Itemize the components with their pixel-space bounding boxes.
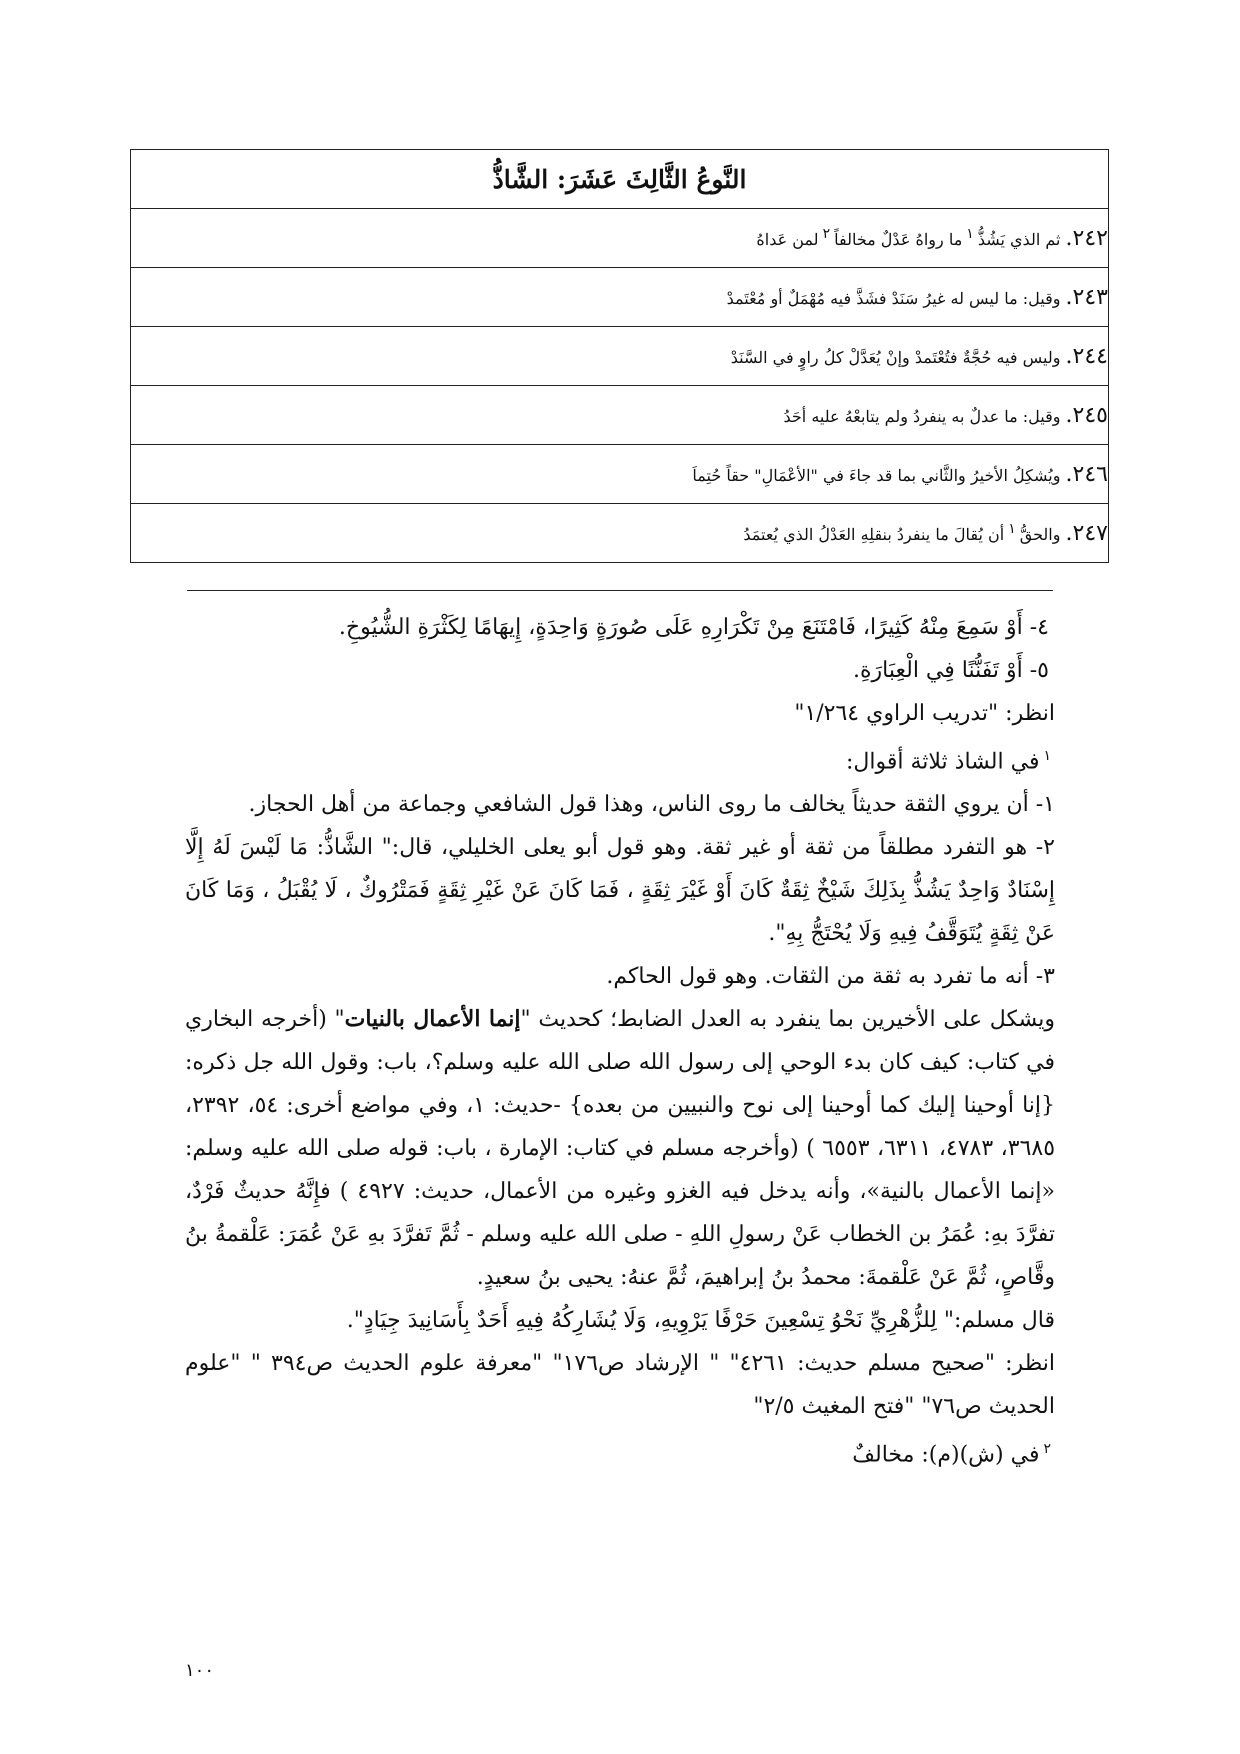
verse-row <box>131 386 1109 445</box>
footnote-line: ويشكل على الأخيرين بما ينفرد به العدل الضابط؛ كحديث "إنما الأعمال بالنيات" (أخرجه البخاري في كتاب: كيف كان بدء الوحي إلى رسول الله صلى الله عليه وسلم؟، باب: وقول الله جل ذكره: {إنا أوحينا إليك كما أوحينا إلى نوح والنبيين من بعده} -حديث: ١، وفي مواضع أخرى: ٥٤، ٢٣٩٢، ٣٦٨٥، ٤٧٨٣، ٦٣١١، ٦٥٥٣ ) (وأخرجه مسلم في كتاب: الإمارة ، باب: قوله صلى الله عليه وسلم: «إنما الأعمال بالنية»، وأنه يدخل فيه الغزو وغيره من الأعمال، حديث: ٤٩٢٧ ) فإِنَّهُ حديثٌ فَرْدٌ، تفرَّدَ بهِ: عُمَرُ بن الخطاب عَنْ رسولِ اللهِ - صلى الله عليه وسلم - ثُمَّ تَفرَّدَ بهِ عَنْ عُمَرَ: عَلْقمةُ بنُ وقَّاصٍ، ثُمَّ عَنْ عَلْقمةَ: محمدُ بنُ إبراهيمَ، ثُمَّ عنهُ: يحيى بنُ سعيدٍ. <box>185 1006 1056 1291</box>
verse-number: ٢٤٤. <box>1065 343 1108 369</box>
footnote-marker: ١ <box>1043 748 1051 764</box>
verse-row <box>131 209 1109 268</box>
footnotes <box>185 606 1055 1477</box>
footnote-line: ٥- أَوْ تَفَنُّنًا فِي الْعِبَارَةِ. <box>853 658 1049 683</box>
verse-first-hemistich: وقيل: ما ليس له غيرُ سَنَدْ <box>891 288 1061 308</box>
footnote-line: قال مسلم:" لِلزُّهْرِيِّ نَحْوُ تِسْعِينَ حَرْفًا يَرْوِيهِ، وَلَا يُشَارِكُهُ فِيهِ أَحَدٌ بِأَسَانِيدَ جِيَادٍ". <box>346 1308 1055 1334</box>
verse-number: ٢٤٢. <box>1065 225 1108 251</box>
verse-second-hemistich: ولم يتابعْهُ عليه أحَدُ <box>783 406 908 426</box>
verse-row <box>131 445 1109 504</box>
verse-number: ٢٤٧. <box>1065 520 1108 546</box>
verse-first-hemistich: ثم الذي يَشُذُّ١ما رواهُ <box>915 226 1061 249</box>
verse-number: ٢٤٣. <box>1065 284 1108 310</box>
verse-second-hemistich: وإنْ يُعَدَّلْ كلُ راوٍ في السَّنَدْ <box>730 347 910 367</box>
footnote-line: انظر: "تدريب الراوي ١/٢٦٤" <box>794 701 1055 726</box>
footnote-ref: ١ <box>1008 521 1016 538</box>
verse-first-hemistich: وقيل: ما عدلٌ به ينفردُ <box>913 406 1061 426</box>
footnote-line: ٢- هو التفرد مطلقاً من ثقة أو غير ثقة. وهو قول أبو يعلى الخليلي، قال:" الشَّاذُّ: مَا لَيْسَ لَهُ إِلَّا إِسْنَادٌ وَاحِدٌ يَشُذُّ بِذَلِكَ شَيْخٌ ثِقَةٌ كَانَ أَوْ غَيْرَ ثِقَةٍ ، فَمَا كَانَ عَنْ غَيْرِ ثِقَةٍ فَمَتْرُوكٌ ، لَا يُقْبَلُ ، وَمَا كَانَ عَنْ ثِقَةٍ يُتَوَقَّفُ فِيهِ وَلَا يُحْتَجُّ بِهِ". <box>185 835 1055 947</box>
page-number: ١٠٠ <box>185 1660 215 1681</box>
footnote-ref: ٢ <box>822 226 831 243</box>
verse-first-hemistich: ويُشكِلُ الأخيرُ والثَّاني بما <box>897 465 1061 485</box>
footnote-ref: ١ <box>966 226 974 243</box>
verse-first-hemistich: وليس فيه حُجَّةٌ فتُعْتَمدْ <box>914 347 1061 367</box>
footnote-line: انظر: "صحيح مسلم حديث: ٤٢٦١" " الإرشاد ص١٧٦" "معرفة علوم الحديث ص٣٩٤ " "علوم الحديث ص٧٦" "فتح المغيث ٢/٥" <box>185 1351 1055 1420</box>
verse-row <box>131 327 1109 386</box>
verse-second-hemistich: عَدْلٌ مخالفاً٢لمن عَداهُ <box>756 226 911 249</box>
footnote-line: ٤- أَوْ سَمِعَ مِنْهُ كَثِيرًا، فَامْتَنَعَ مِنْ تَكْرَارِهِ عَلَى صُورَةٍ وَاحِدَةٍ، إِيهَامًا لِكَثْرَةِ الشُّيُوخِ. <box>338 615 1049 640</box>
verse-number: ٢٤٥. <box>1065 402 1108 428</box>
chapter-title: النَّوعُ الثَّالِثَ عَشَرَ: الشَّاذُّ <box>131 150 1109 209</box>
footnote-marker: ٢ <box>1043 1441 1051 1458</box>
verse-second-hemistich: بنقلِهِ العَدْلُ الذي يُعتمَدُ <box>743 524 892 544</box>
verse-first-hemistich: والحقُّ١أن يُقالَ ما ينفردُ <box>896 521 1061 544</box>
footnote-line: ١- أن يروي الثقة حديثاً يخالف ما روى الناس، وهذا قول الشافعي وجماعة من أهل الحجاز. <box>248 792 1055 818</box>
verse-row <box>131 504 1109 563</box>
footnote-line: $^٢$في (ش)(م): مخالفٌ <box>852 1441 1051 1468</box>
footnote-line: ٣- أنه ما تفرد به ثقة من الثقات. وهو قول الحاكم. <box>606 964 1055 990</box>
footnote-divider <box>187 590 1053 591</box>
verse-second-hemistich: قد جاءَ في "الأعْمَالِ" حقاً حُتِماَ <box>692 465 893 485</box>
verse-row <box>131 268 1109 327</box>
hadith-title: إنما الأعمال بالنيات <box>344 1006 521 1033</box>
verse-second-hemistich: فشَذَّ فيه مُهْمَلٌ أو مُعْتَمدْ <box>726 288 887 308</box>
verse-table <box>130 149 1109 563</box>
verse-number: ٢٤٦. <box>1065 461 1108 487</box>
footnote-line: $^١$في الشاذ ثلاثة أقوال: <box>846 748 1051 775</box>
